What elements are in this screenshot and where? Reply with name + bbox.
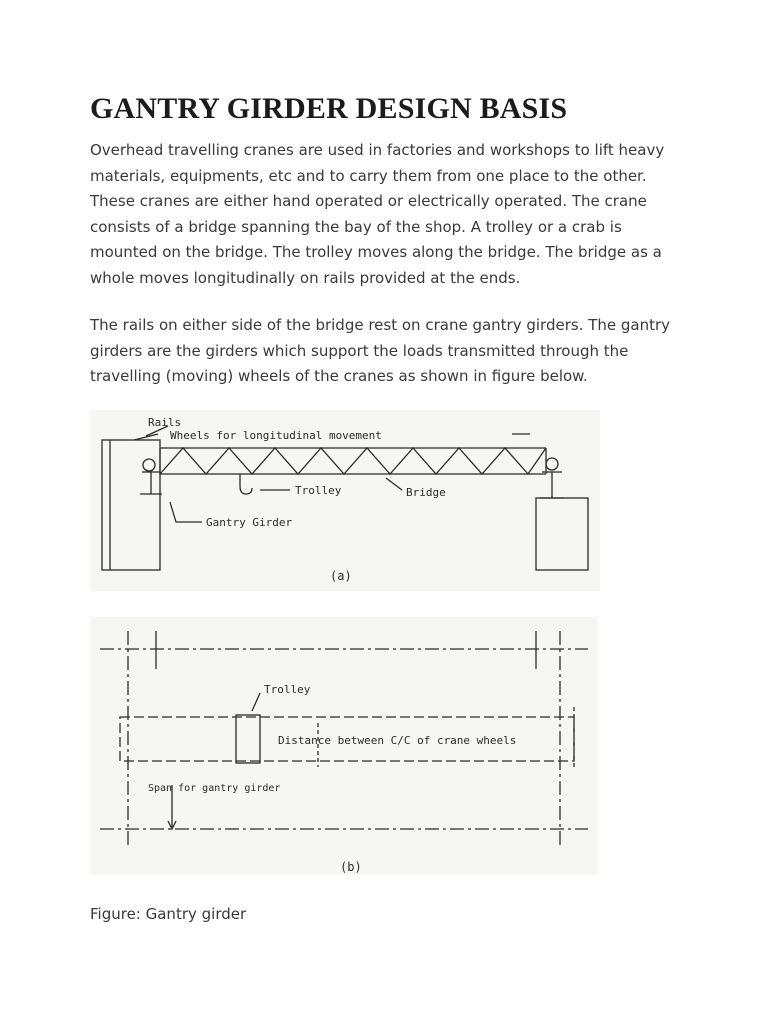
label-gantry-girder: Gantry Girder: [206, 516, 293, 529]
left-gantry-girder: [140, 472, 162, 494]
right-column: [536, 498, 588, 570]
figure-b-drawing: [90, 617, 598, 875]
figure-a-crane-elevation: [90, 410, 600, 591]
right-wheel: [546, 458, 558, 470]
trolley-box: [236, 715, 260, 763]
label-wheels: Wheels for longitudinal movement: [170, 429, 382, 442]
label-trolley: Trolley: [295, 484, 342, 497]
figure-a-tag: (a): [330, 569, 352, 583]
trolley-hook: [240, 474, 252, 494]
page-title: GANTRY GIRDER DESIGN BASIS: [90, 92, 568, 125]
label-trolley: Trolley: [264, 683, 311, 696]
figure-b-tag: (b): [340, 860, 362, 874]
bridge-truss: [160, 448, 546, 474]
figure-caption: Figure: Gantry girder: [90, 905, 247, 923]
paragraph-rails: The rails on either side of the bridge rest on crane gantry girders. The gantry girders are the girders which support the loads transmitted through the travelling (moving) wheels of the cranes as shown in figure below.: [90, 316, 671, 385]
label-distance: Distance between C/C of crane wheels: [278, 734, 517, 747]
label-span: Span for gantry girder: [148, 783, 281, 794]
label-rails: Rails: [148, 416, 182, 429]
figure-a-drawing: [90, 410, 600, 591]
label-bridge: Bridge: [406, 486, 446, 499]
paragraph-intro: Overhead travelling cranes are used in factories and workshops to lift heavy materials, equipments, etc and to carry them from one place to the other. These cranes are either hand operated or electrically operated. The crane consists of a bridge spanning the bay of the shop. A trolley or a crab is mounted on the bridge. The trolley moves along the bridge. The bridge as a whole moves longitudinally on rails provided at the ends.: [90, 141, 665, 287]
right-gantry-girder: [540, 472, 564, 498]
figure-b-crane-plan: [90, 617, 598, 875]
left-wheel: [143, 459, 155, 471]
